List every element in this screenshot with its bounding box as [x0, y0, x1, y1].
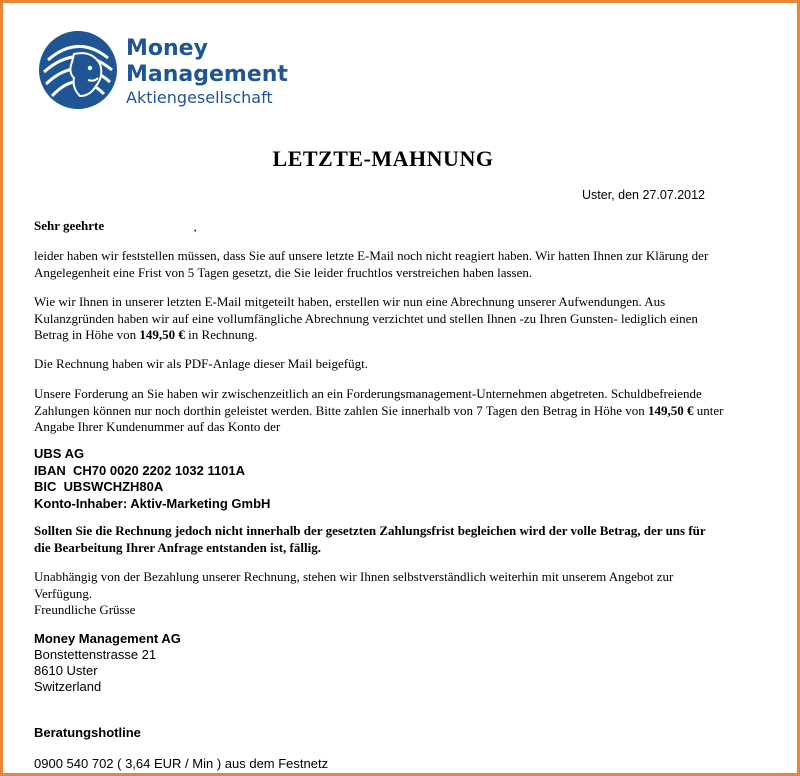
- brand-line-2: Management: [126, 62, 288, 87]
- bank-iban: IBAN CH70 0020 2202 1032 1101A: [34, 462, 246, 478]
- paragraph-5-text: Unabhängig von der Bezahlung unserer Rechnung, stehen wir Ihnen selbstverständlich weiterhin mit unserem Angebot zur Verfügung.: [34, 569, 674, 601]
- brand-name: [126, 36, 288, 108]
- paragraph-2-text-a: Wie wir Ihnen in unserer letzten E-Mail mitgeteilt haben, erstellen wir nun eine Abrechnung unserer Aufwendungen. Aus Kulanzgründen haben wir auf eine vollumfängliche Abrechnung verzichtet und stellen Ihnen -zu Ihren Gunsten- lediglich einen Betrag in Höhe von: [34, 294, 698, 342]
- amount-1: 149,50 €: [139, 327, 185, 342]
- sender-city: 8610 Uster: [34, 663, 98, 678]
- paragraph-4: [34, 386, 734, 436]
- sender-country: Switzerland: [34, 679, 102, 694]
- paragraph-2: [34, 294, 734, 344]
- lion-head-icon: [38, 30, 118, 110]
- amount-2: 149,50 €: [648, 402, 694, 418]
- closing: Freundliche Grüsse: [34, 602, 136, 617]
- hotline-phone: 0900 540 702 ( 3,64 EUR / Min ) aus dem Festnetz: [34, 756, 329, 771]
- payment-warning: Sollten Sie die Rechnung jedoch nicht innerhalb der gesetzten Zahlungsfrist begleichen wird der volle Betrag, der uns für die Bearbeitung Ihrer Anfrage entstanden ist, fällig.: [34, 523, 706, 555]
- paragraph-4-text-b: unter Angabe Ihrer Kundenummer auf das Konto der: [34, 402, 724, 434]
- bank-bic: BIC UBSWCHZH80A: [34, 479, 164, 494]
- salutation-comma: ,: [194, 223, 197, 233]
- paragraph-1: leider haben wir feststellen müssen, dass Sie auf unsere letzte E-Mail noch nicht reagiert haben. Wir hatten Ihnen zur Klärung der Angelegenheit eine Frist von 5 Tagen gesetzt, die Sie leider fruchtlos verstreichen haben lassen.: [34, 248, 709, 280]
- sender-street: Bonstettenstrasse 21: [34, 647, 157, 662]
- document-title: LETZTE-MAHNUNG: [272, 146, 494, 171]
- account-holder: Konto-Inhaber: Aktiv-Marketing GmbH: [34, 495, 271, 511]
- brand-line-1: Money: [126, 36, 208, 61]
- hotline-label: Beratungshotline: [34, 725, 141, 740]
- sender-company: Money Management AG: [34, 631, 181, 646]
- bank-details: [34, 446, 270, 512]
- letter-date: Uster, den 27.07.2012: [582, 188, 706, 202]
- paragraph-5: [34, 569, 734, 619]
- salutation-text: Sehr geehrte: [34, 218, 105, 233]
- paragraph-2-text-b: in Rechnung.: [184, 327, 258, 342]
- paragraph-4-text-a: Unsere Forderung an Sie haben wir zwischenzeitlich an ein Forderungsmanagement-Unternehmen abgetreten. Schuldbefreiende Zahlungen können nur noch dorthin geleistet werden. Bitte zahlen Sie innerhalb von 7 Tagen den Betrag in Höhe von: [34, 386, 702, 418]
- sender-address: [34, 631, 181, 695]
- brand-line-3: Aktiengesellschaft: [126, 88, 273, 107]
- paragraph-3: Die Rechnung haben wir als PDF-Anlage dieser Mail beigefügt.: [34, 356, 368, 371]
- bank-name: UBS AG: [34, 446, 85, 461]
- salutation: [34, 218, 734, 235]
